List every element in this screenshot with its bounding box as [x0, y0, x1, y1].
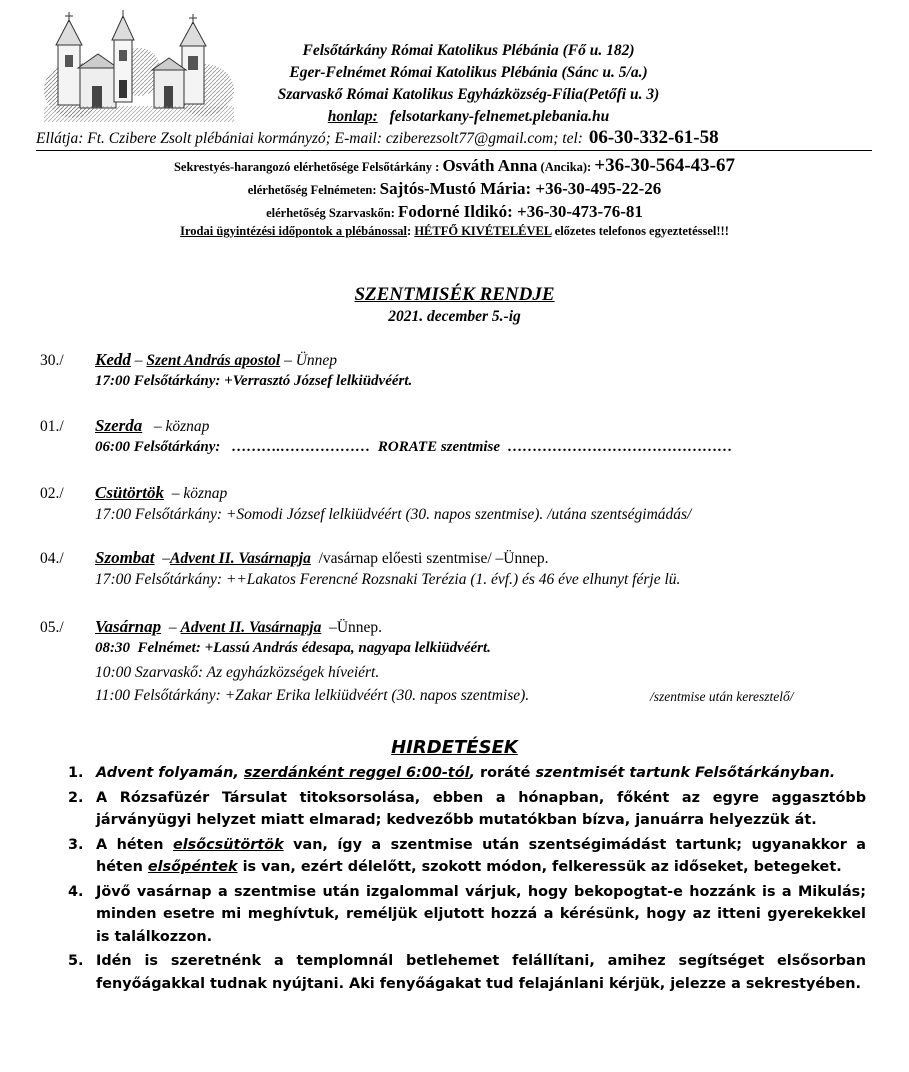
entry-mass-line: 17:00 Felsőtárkány: ++Lakatos Ferencné Rozsnaki Terézia (1. évf.) és 46 éve elhunyt férje lü.	[95, 571, 681, 588]
office-days: HÉTFŐ KIVÉTELÉVEL	[414, 224, 552, 238]
homepage-line	[0, 108, 909, 126]
announcement-text: Advent folyamán,	[96, 765, 244, 781]
announcement-text: Idén is szeretnénk a templomnál betlehemet felállítani, amihez segítséget elsősorban fenyőágakkal tudnak nyújtani. Aki fenyőágakat tud felajánlani kérjük, jelezze a sekrestyében.	[96, 953, 866, 992]
entry-day: Szerda	[95, 416, 143, 435]
office-colon: :	[407, 224, 412, 238]
entry-note: köznap	[183, 485, 228, 502]
schedule-title: SZENTMISÉK RENDJE	[354, 284, 555, 305]
schedule-entry	[40, 617, 382, 637]
entry-mass-line: 10:00 Szarvaskő: Az egyházközségek híveiért.	[95, 664, 380, 681]
announcement-number: 1.	[68, 765, 84, 781]
entry-mass-line: 11:00 Felsőtárkány: +Zakar Erika lelkiüdvéért (30. napos szentmise).	[95, 687, 530, 704]
announcement-item	[68, 834, 867, 879]
entry-feast: Advent II. Vasárnapja	[180, 619, 322, 636]
parish-line-1: Felsőtárkány Római Katolikus Plébánia (Fő u. 182)	[302, 42, 635, 59]
announcement-number: 5.	[68, 953, 84, 969]
announcement-number: 2.	[68, 789, 84, 806]
szarvasko-contact	[0, 202, 909, 222]
announcement-highlight: szerdánként reggel 6:00-tól	[243, 765, 470, 781]
felnemet-value: Sajtós-Mustó Mária: +36-30-495-22-26	[379, 179, 662, 198]
announcement-number: 3.	[68, 836, 84, 853]
sexton-nick: (Ancika):	[540, 160, 592, 174]
szarvasko-label: elérhetőség Szarvaskőn:	[266, 206, 395, 220]
office-label: Irodai ügyintézési időpontok a plébánossal	[180, 224, 408, 238]
schedule-entry	[40, 548, 548, 568]
announcements-list	[68, 762, 867, 997]
schedule-entry	[40, 483, 227, 503]
announcement-text: Jövő vasárnap a szentmise után izgalommal várjuk, hogy bekopogtat-e hozzánk is a Mikulás; minden esetre mi meghívtuk, reméljük eljutott hozzá a kérésünk, hogy az itteni gyerekekkel is találkozzon.	[96, 883, 866, 945]
administrator-phone: 06-30-332-61-58	[588, 127, 719, 148]
announcement-text: van, így a szentmise után szentségimádást tartunk; ugyanakkor a héten	[96, 836, 867, 875]
entry-day: Csütörtök	[95, 483, 164, 502]
announcement-item	[68, 787, 866, 832]
announcement-number: 4.	[68, 883, 84, 900]
entry-sep: –	[142, 418, 166, 435]
header-divider	[36, 150, 872, 151]
announcement-item	[68, 762, 866, 785]
entry-mass-note: /szentmise után keresztelő/	[650, 689, 794, 704]
administrator-line	[36, 127, 719, 149]
entry-mass-line: 17:00 Felsőtárkány: +Verrasztó József lelkiüdvéért.	[95, 373, 413, 389]
entry-sep: –	[154, 550, 171, 567]
parish-line-2: Eger-Felnémet Római Katolikus Plébánia (Sánc u. 5/a.)	[289, 64, 648, 81]
announcement-highlight: elsőpéntek	[147, 859, 238, 875]
felnemet-label: elérhetőség Felnémeten:	[247, 183, 377, 197]
entry-note: /vasárnap előesti szentmise/ –Ünnep.	[310, 550, 549, 567]
entry-day: Szombat	[95, 548, 155, 567]
homepage-label: honlap:	[327, 108, 378, 125]
entry-sep: –	[161, 619, 181, 636]
entry-day: Vasárnap	[95, 617, 162, 636]
homepage-link[interactable]: felsotarkany-felnemet.plebania.hu	[389, 108, 610, 125]
announcement-text: szentmisét tartunk Felsőtárkányban.	[530, 765, 836, 781]
entry-mass-line: 08:30 Felnémet: +Lassú András édesapa, nagyapa lelkiüdvéért.	[95, 640, 491, 656]
announcement-item	[68, 950, 866, 995]
schedule-entry	[40, 350, 337, 370]
entry-date: 01./	[40, 418, 64, 435]
announcement-highlight: elsőcsütörtök	[172, 836, 284, 853]
entry-sep: –	[163, 485, 184, 502]
schedule-entry	[40, 416, 209, 436]
entry-date: 02./	[40, 485, 64, 502]
office-hours	[0, 224, 909, 239]
entry-date: 05./	[40, 619, 64, 636]
entry-day: Kedd	[95, 350, 131, 369]
szarvasko-value: Fodorné Ildikó: +36-30-473-76-81	[398, 202, 643, 221]
sexton-contact	[0, 155, 909, 177]
entry-note: – Ünnep	[280, 352, 338, 369]
sexton-phone: +36-30-564-43-67	[594, 155, 735, 176]
entry-mass-line: 17:00 Felsőtárkány: +Somodi József lelkiüdvéért (30. napos szentmise). /utána szentségimádás/	[95, 506, 692, 523]
entry-feast: Szent András apostol	[146, 352, 281, 369]
announcement-text: is van, ezért délelőtt, szokott módon, felkeressük az időseket, betegeket.	[237, 859, 842, 875]
entry-date: 04./	[40, 550, 64, 567]
schedule-subtitle: 2021. december 5.-ig	[388, 308, 521, 325]
office-rest: előzetes telefonos egyeztetéssel!!!	[554, 224, 729, 238]
entry-sep: –	[130, 352, 147, 369]
announcement-text: A héten	[96, 836, 173, 853]
entry-feast: Advent II. Vasárnapja	[170, 550, 311, 567]
entry-note: köznap	[165, 418, 210, 435]
felnemet-contact	[0, 179, 909, 199]
sexton-name: Osváth Anna	[442, 156, 538, 175]
administrator-text: Ellátja: Ft. Czibere Zsolt plébániai kormányzó; E-mail: cziberezsolt77@gmail.com; tel:	[36, 130, 583, 147]
entry-mass-line: 06:00 Felsőtárkány: ……….……………… RORATE szentmise ………………………………………	[95, 439, 733, 455]
entry-note: –Ünnep.	[321, 619, 383, 636]
entry-date: 30./	[40, 352, 64, 369]
announcements-title: HIRDETÉSEK	[391, 737, 518, 758]
parish-line-3: Szarvaskő Római Katolikus Egyházközség-Fília(Petőfi u. 3)	[277, 86, 660, 103]
announcement-text: A Rózsafüzér Társulat titoksorsolása, ebben a hónapban, főként az egyre aggasztóbb járványügyi helyzet miatt elmarad; kedvezőbb mutatókban bízva, januárra helyezzük át.	[96, 789, 866, 828]
sexton-label: Sekrestyés-harangozó elérhetősége Felsőtárkány :	[173, 160, 440, 174]
announcement-item	[68, 881, 866, 949]
announcement-text: ,	[469, 765, 480, 781]
announcement-text: roráté	[480, 765, 531, 781]
